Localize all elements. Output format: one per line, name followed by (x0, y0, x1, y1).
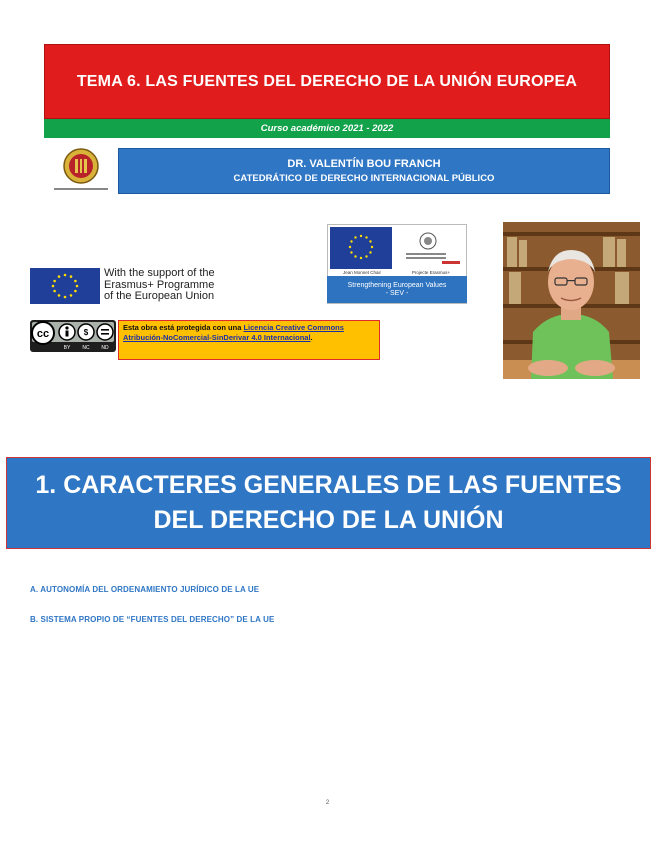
svg-text:cc: cc (36, 328, 50, 340)
license-link-creative-commons[interactable]: Licencia Creative Commons (243, 323, 344, 332)
document-title: TEMA 6. LAS FUENTES DEL DERECHO DE LA UNIÓN EUROPEA (76, 72, 578, 90)
academic-year-banner (44, 119, 610, 138)
section-item: A. AUTONOMÍA DEL ORDENAMIENTO JURÍDICO DE LA UE (30, 585, 260, 594)
erasmus-line-3: of the European Union (104, 290, 215, 302)
license-suffix: . (310, 333, 313, 342)
section-item: B. SISTEMA PROPIO DE “FUENTES DEL DERECHO” DE LA UE (30, 615, 275, 624)
erasmus-support-text (104, 268, 254, 303)
svg-text:NC: NC (82, 345, 90, 351)
svg-text:$: $ (83, 328, 89, 337)
author-photo (503, 222, 640, 379)
document-title-banner (44, 44, 610, 119)
creative-commons-badge-icon (30, 320, 116, 352)
academic-year: Curso académico 2021 - 2022 (260, 123, 394, 134)
section-heading-banner (6, 457, 651, 549)
license-notice (118, 320, 380, 360)
sev-banner-line-2: - SEV - (385, 289, 409, 297)
license-link-attribution[interactable]: Atribución-NoComercial-SinDerivar 4.0 Internacional (123, 333, 311, 342)
university-seal-icon (50, 146, 112, 198)
university-logo-icon (398, 227, 464, 269)
page-number: 2 (325, 800, 330, 806)
author-role: CATEDRÁTICO DE DERECHO INTERNACIONAL PÚBLICO (233, 173, 495, 184)
sev-banner-line-1: Strengthening European Values (347, 281, 447, 289)
author-name: DR. VALENTÍN BOU FRANCH (287, 158, 441, 170)
erasmus-line-2: Erasmus+ Programme (104, 278, 215, 291)
sev-banner (327, 276, 467, 303)
erasmus-line-1: With the support of the (104, 267, 215, 279)
svg-text:BY: BY (63, 345, 71, 351)
author-banner (118, 148, 610, 194)
sev-caption-right: Projecte Erasmus+ (411, 270, 451, 275)
license-prefix: Esta obra está protegida con una (123, 323, 244, 332)
eu-flag-icon (30, 268, 100, 304)
eu-flag-small-icon (330, 227, 392, 269)
section-title: 1. CARACTERES GENERALES DE LAS FUENTES DEL DERECHO DE LA UNIÓN (35, 471, 622, 534)
sev-caption-left: Jean Monnet Chair (342, 270, 382, 275)
svg-text:ND: ND (101, 345, 109, 351)
